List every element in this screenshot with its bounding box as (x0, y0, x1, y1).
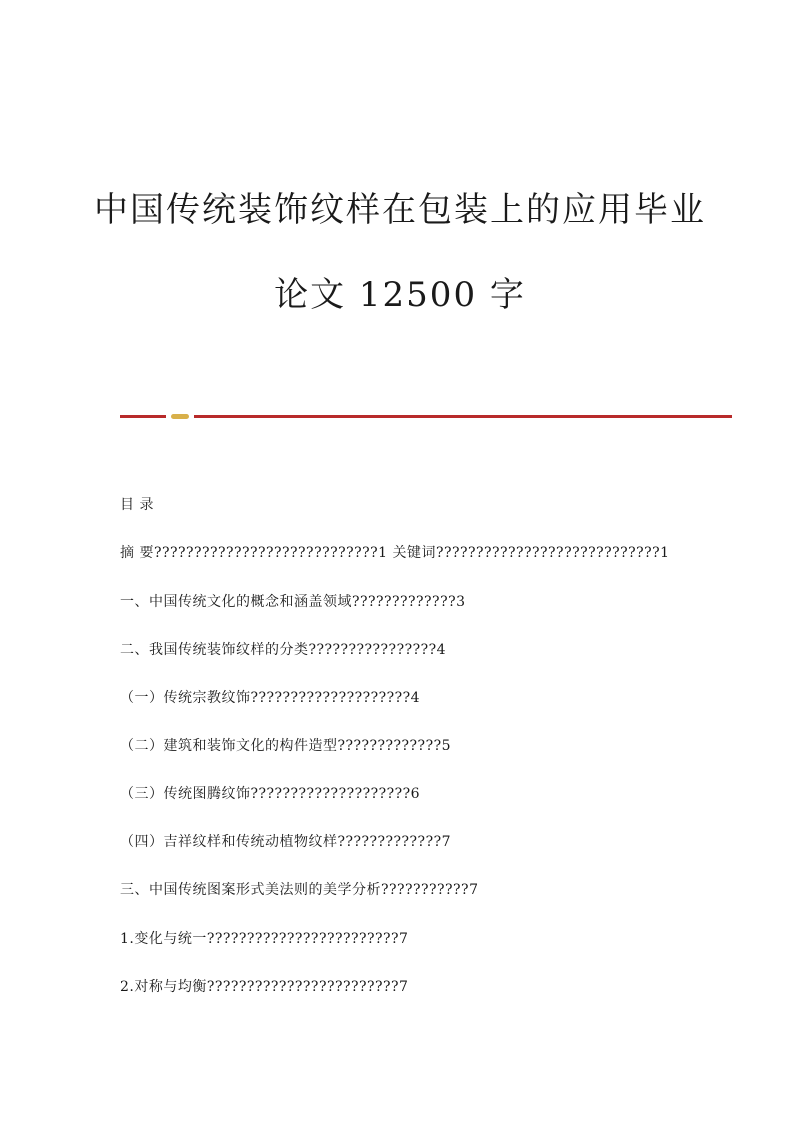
toc-entry[interactable]: （二）建筑和装饰文化的构件造型?????????????5 (120, 738, 451, 754)
document-title-line-2: 论文 12500 字 (274, 275, 526, 315)
divider-bar-left (120, 415, 166, 418)
title-divider (120, 414, 732, 418)
divider-bar-right (194, 415, 732, 418)
toc-entry[interactable]: 三、中国传统图案形式美法则的美学分析???????????7 (120, 882, 479, 898)
toc-entry[interactable]: 1.变化与统一????????????????????????7 (120, 931, 409, 947)
toc-heading: 目 录 (120, 497, 154, 513)
toc-entry[interactable]: （四）吉祥纹样和传统动植物纹样?????????????7 (120, 834, 451, 850)
toc-entry[interactable]: 二、我国传统装饰纹样的分类????????????????4 (120, 642, 447, 658)
document-title-line-1: 中国传统装饰纹样在包装上的应用毕业 (94, 190, 706, 230)
toc-entry[interactable]: 一、中国传统文化的概念和涵盖领域?????????????3 (120, 594, 466, 610)
toc-entry[interactable]: （一）传统宗教纹饰????????????????????4 (120, 690, 421, 706)
toc-entry[interactable]: （三）传统图腾纹饰????????????????????6 (120, 786, 421, 802)
toc-entry[interactable]: 2.对称与均衡????????????????????????7 (120, 979, 409, 995)
divider-ornament-icon (171, 414, 189, 419)
toc-entry[interactable]: 摘 要????????????????????????????1 关键词????????????????????????????1 (120, 545, 670, 561)
